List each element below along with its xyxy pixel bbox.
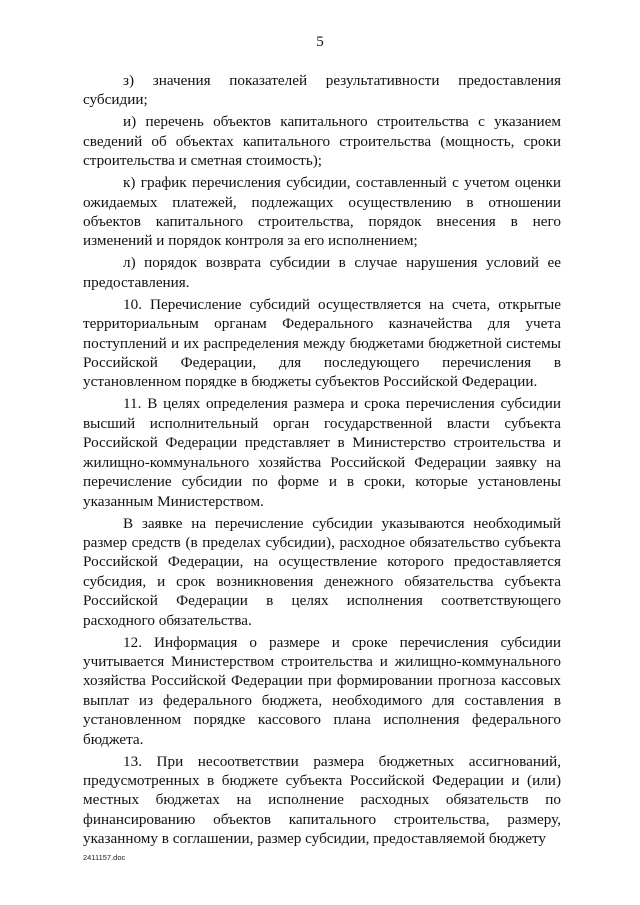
paragraph-11: 11. В целях определения размера и срока перечисления субсидии высший исполнительный орган государственной власти субъекта Российской Федерации представляет в Министерство строительства и жилищно-коммунального хозяйства Российской Федерации заявку на перечисление субсидии по форме и в сроки, которые установлены указанным Министерством. [83,395,561,510]
paragraph-item-k: к) график перечисления субсидии, составленный с учетом оценки ожидаемых платежей, подлежащих осуществлению в отношении объектов капитального строительства, порядок внесения в него изменений и порядок контроля за его исполнением; [83,174,561,250]
paragraph-11-application: В заявке на перечисление субсидии указываются необходимый размер средств (в пределах субсидии), расходное обязательство субъекта Российской Федерации, на осуществление которого предоставляется субсидия, и срок возникновения денежного обязательства субъекта Российской Федерации в целях исполнения соответствующего расходного обязательства. [83,514,561,629]
page-number: 5 [316,34,324,50]
paragraph-item-z: з) значения показателей результативности предоставления субсидии; [83,72,561,109]
paragraph-item-l: л) порядок возврата субсидии в случае нарушения условий ее предоставления. [83,254,561,291]
footer-document-code: 2411157.doc [83,853,126,862]
paragraph-item-i: и) перечень объектов капитального строительства с указанием сведений об объектах капитального строительства (мощность, сроки строительства и сметная стоимость); [83,113,561,170]
document-body [83,71,561,851]
paragraph-10: 10. Перечисление субсидий осуществляется на счета, открытые территориальным органам Федерального казначейства для учета поступлений и их распределения между бюджетами бюджетной системы Российской Федерации, для последующего перечисления в установленном порядке в бюджеты субъектов Российской Федерации. [83,295,561,391]
paragraph-12: 12. Информация о размере и сроке перечисления субсидии учитывается Министерством строительства и жилищно-коммунального хозяйства Российской Федерации при формировании прогноза кассовых выплат из федерального бюджета, необходимого для составления в установленном порядке кассового плана исполнения федерального бюджета. [83,633,561,748]
paragraph-13: 13. При несоответствии размера бюджетных ассигнований, предусмотренных в бюджете субъекта Российской Федерации и (или) местных бюджетах на исполнение расходных обязательств по финансированию объектов капитального строительства, размеру, указанному в соглашении, размер субсидии, предоставляемой бюджету [83,752,561,848]
